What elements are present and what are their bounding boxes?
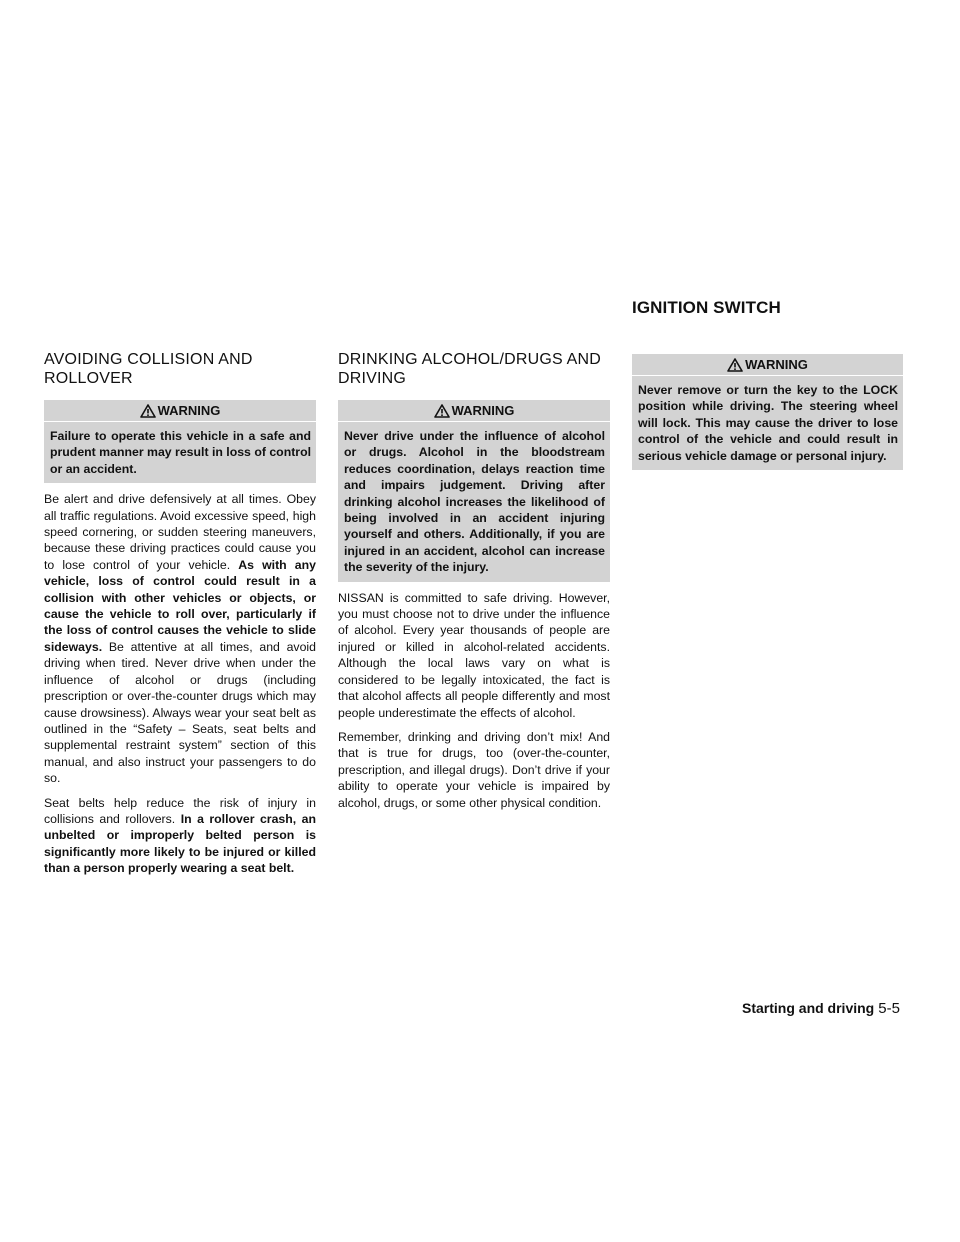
warning-label: WARNING — [157, 403, 221, 418]
warning-header — [632, 354, 903, 376]
warning-label: WARNING — [451, 403, 515, 418]
warning-triangle-icon — [727, 358, 743, 372]
page-footer — [742, 1000, 900, 1017]
column-2 — [338, 350, 610, 819]
heading-avoiding-collision: AVOIDING COLLISION AND ROLLOVER — [44, 351, 253, 387]
warning-box — [338, 400, 610, 582]
paragraph: Be alert and drive defensively at all times. Obey all traffic regulations. Avoid excessive speed, high speed cornering, or sudden steering maneuvers, because these driving practices could cause you to lose control of your vehicle. As with any vehicle, loss of control could result in a collision with other vehicles or objects, or cause the vehicle to roll over, particularly if the loss of control causes the vehicle to slide sideways. Be attentive at all times, and avoid driving when tired. Never drive when under the influence of alcohol or drugs (including prescription or over-the-counter drugs which may cause drowsiness). Always wear your seat belt as outlined in the “Safety – Seats, seat belts and supplemental restraint system” section of this manual, and also instruct your passengers to do so. — [44, 492, 316, 786]
warning-text: Never remove or turn the key to the LOCK position while driving. The steering wheel will lock. This may cause the driver to lose control of the vehicle and could result in serious vehicle damage or personal injury. — [638, 383, 898, 463]
chapter-name: Starting and driving — [742, 1000, 875, 1016]
warning-text: Failure to operate this vehicle in a safe and prudent manner may result in loss of control or an accident. — [50, 429, 312, 476]
paragraph: Seat belts help reduce the risk of injury in collisions and rollovers. In a rollover crash, an unbelted or improperly belted person is significantly more likely to be injured or killed than a person properly wearing a seat belt. — [44, 795, 316, 876]
warning-box — [632, 354, 903, 470]
warning-text: Never drive under the influence of alcohol or drugs. Alcohol in the bloodstream reduces coordination, delays reaction time and impairs judgement. Driving after drinking alcohol increases the likelihood of being involved in an accident injuring yourself and others. Additionally, if you are injured in an accident, alcohol can increase the severity of the injury. — [344, 429, 605, 575]
column-3 — [632, 354, 903, 478]
warning-triangle-icon — [434, 404, 450, 418]
heading-drinking-alcohol: DRINKING ALCOHOL/DRUGS AND DRIVING — [338, 351, 602, 387]
paragraph: NISSAN is committed to safe driving. However, you must choose not to drive under the influence of alcohol. Every year thousands of people are injured or killed in alcohol-related accidents. Although the local laws vary on what is considered to be legally intoxicated, the fact is that alcohol affects all people differently and most people underestimate the effects of alcohol. — [338, 590, 610, 720]
warning-header — [338, 400, 610, 422]
warning-triangle-icon — [140, 404, 156, 418]
warning-header — [44, 400, 316, 422]
page-number: 5-5 — [878, 1000, 900, 1017]
warning-label: WARNING — [745, 357, 808, 372]
paragraph: Remember, drinking and driving don’t mix! And that is true for drugs, too (over-the-counter, prescription, and illegal drugs). Don’t drive if your ability to operate your vehicle is impaired by alcohol, drugs, or some other physical condition. — [338, 729, 610, 810]
section-title: IGNITION SWITCH — [632, 298, 781, 317]
column-1 — [44, 350, 316, 885]
warning-box — [44, 400, 316, 483]
